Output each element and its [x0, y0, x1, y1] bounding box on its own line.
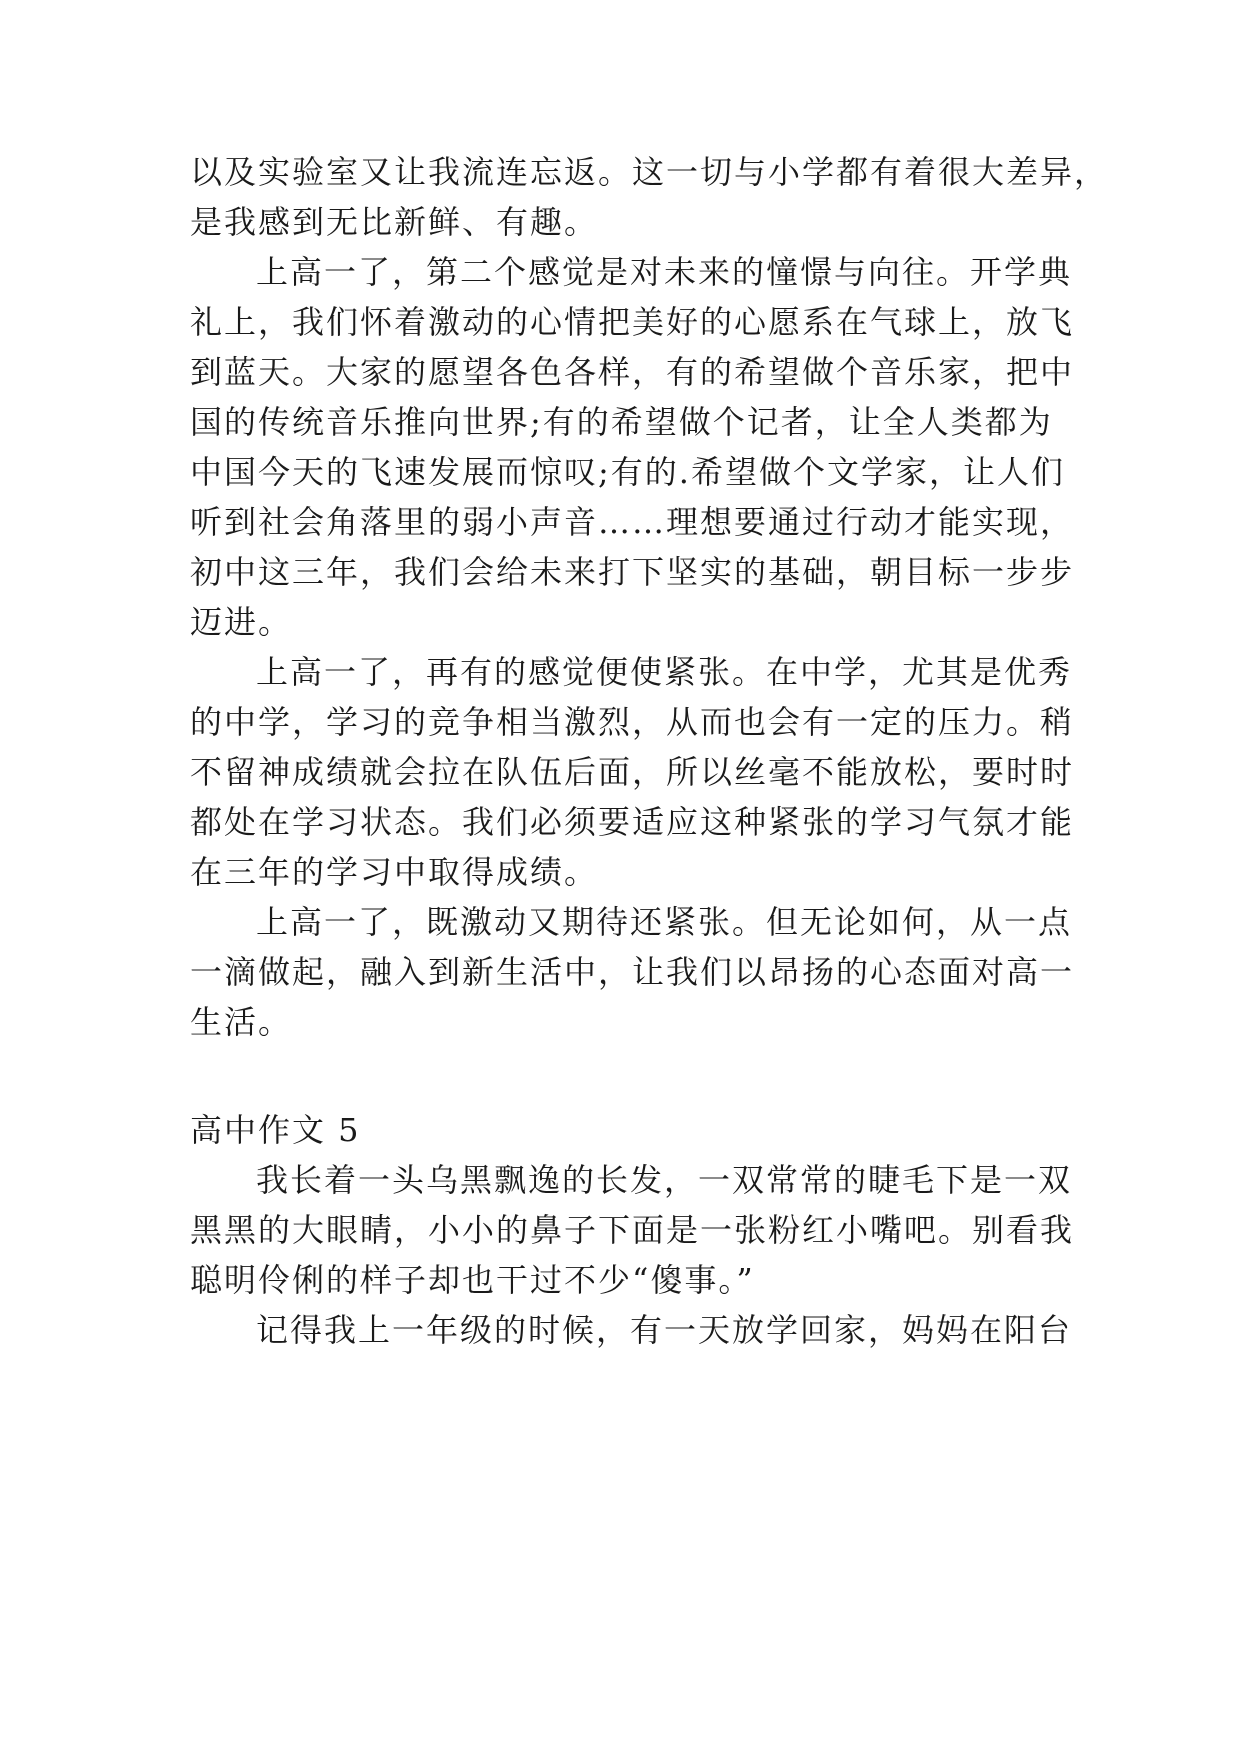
- text-line: 到蓝天。大家的愿望各色各样，有的希望做个音乐家，把中: [190, 353, 1075, 391]
- text-line: 的中学，学习的竞争相当激烈，从而也会有一定的压力。稍: [190, 703, 1075, 741]
- text-line: 听到社会角落里的弱小声音……理想要通过行动才能实现，: [190, 503, 1075, 541]
- text-line: 迈进。: [190, 603, 293, 641]
- text-line: 礼上，我们怀着激动的心情把美好的心愿系在气球上，放飞: [190, 303, 1075, 341]
- text-line: 一滴做起，融入到新生活中，让我们以昂扬的心态面对高一: [190, 953, 1075, 991]
- text-line: 生活。: [190, 1003, 293, 1041]
- text-line: 不留神成绩就会拉在队伍后面，所以丝毫不能放松，要时时: [190, 753, 1075, 791]
- paragraph-start-line: 上高一了，第二个感觉是对未来的憧憬与向往。开学典: [256, 253, 1073, 291]
- text-line: 黑黑的大眼睛，小小的鼻子下面是一张粉红小嘴吧。别看我: [190, 1211, 1075, 1249]
- text-line: 以及实验室又让我流连忘返。这一切与小学都有着很大差异，: [190, 153, 1109, 191]
- section-heading: 高中作文 5: [190, 1111, 361, 1149]
- text-line: 在三年的学习中取得成绩。: [190, 853, 599, 891]
- text-line: 中国今天的飞速发展而惊叹;有的.希望做个文学家，让人们: [190, 453, 1065, 491]
- paragraph-start-line: 记得我上一年级的时候，有一天放学回家，妈妈在阳台: [256, 1311, 1073, 1349]
- paragraph-start-line: 上高一了，再有的感觉便使紧张。在中学，尤其是优秀: [256, 653, 1073, 691]
- text-line: 初中这三年，我们会给未来打下坚实的基础，朝目标一步步: [190, 553, 1075, 591]
- text-line: 是我感到无比新鲜、有趣。: [190, 203, 599, 241]
- paragraph-start-line: 上高一了，既激动又期待还紧张。但无论如何，从一点: [256, 903, 1073, 941]
- text-line: 都处在学习状态。我们必须要适应这种紧张的学习气氛才能: [190, 803, 1075, 841]
- text-line: 国的传统音乐推向世界;有的希望做个记者，让全人类都为: [190, 403, 1053, 441]
- text-line: 聪明伶俐的样子却也干过不少“傻事。”: [190, 1261, 755, 1299]
- paragraph-start-line: 我长着一头乌黑飘逸的长发，一双常常的睫毛下是一双: [256, 1161, 1073, 1199]
